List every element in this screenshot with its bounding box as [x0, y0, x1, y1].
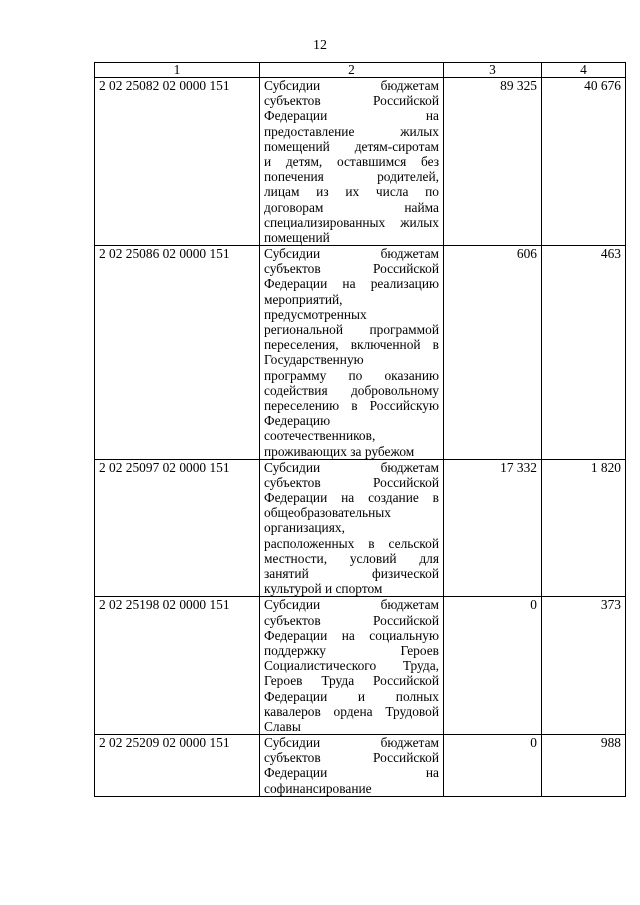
description-line: Социалистического Труда,	[264, 658, 439, 674]
description-line: Субсидии бюджетам	[264, 246, 439, 262]
description-line: местности, условий для	[264, 550, 439, 566]
description-line: лицам из их числа по	[264, 184, 439, 200]
table-row	[95, 459, 626, 597]
description-line: попечения родителей,	[264, 169, 439, 185]
description-line: субъектов Российской	[264, 750, 439, 766]
description-line: Славы	[264, 718, 301, 734]
amount-col4: 463	[542, 246, 626, 460]
description-line: и детям, оставшимся без	[264, 153, 439, 169]
budget-table	[94, 62, 626, 797]
description-line: Субсидии бюджетам	[264, 735, 439, 751]
amount-col4: 373	[542, 597, 626, 735]
description-line: переселения, включенной в	[264, 337, 439, 353]
description-line: общеобразовательных	[264, 505, 392, 521]
subsidy-description	[260, 459, 444, 597]
budget-code: 2 02 25209 02 0000 151	[95, 735, 260, 797]
description-line: договорам найма	[264, 199, 439, 215]
description-line: специализированных жилых	[264, 214, 439, 230]
description-line: Федерацию	[264, 413, 331, 429]
description-line: Федерации на	[264, 108, 439, 124]
description-line: субъектов Российской	[264, 612, 439, 628]
subsidy-description	[260, 735, 444, 797]
description-line: региональной программой	[264, 322, 439, 337]
description-line: субъектов Российской	[264, 474, 439, 490]
description-line: культурой и спортом	[264, 581, 383, 597]
description-line: Героев Труда Российской	[264, 673, 439, 689]
description-line: Федерации на социальную	[264, 627, 439, 643]
description-line: Субсидии бюджетам	[264, 78, 439, 93]
subsidy-description	[260, 246, 444, 460]
column-header-4: 4	[542, 63, 626, 78]
description-line: занятий физической	[264, 566, 439, 581]
table-row	[95, 735, 626, 797]
description-line: предоставление жилых	[264, 123, 439, 139]
amount-col4: 40 676	[542, 78, 626, 246]
description-line: субъектов Российской	[264, 261, 439, 277]
budget-code: 2 02 25198 02 0000 151	[95, 597, 260, 735]
budget-code: 2 02 25086 02 0000 151	[95, 246, 260, 460]
description-line: содействия добровольному	[264, 382, 439, 398]
description-line: кавалеров ордена Трудовой	[264, 703, 439, 719]
amount-col3: 0	[444, 735, 542, 797]
table-body	[95, 78, 626, 797]
description-line: мероприятий,	[264, 291, 343, 307]
description-line: переселению в Российскую	[264, 397, 439, 413]
description-line: помещений	[264, 229, 330, 245]
description-line: соотечественников,	[264, 428, 376, 444]
subsidy-description	[260, 597, 444, 735]
column-header-1: 1	[95, 63, 260, 78]
amount-col3: 89 325	[444, 78, 542, 246]
description-line: организациях,	[264, 520, 345, 536]
description-line: помещений детям-сиротам	[264, 138, 439, 154]
table-row	[95, 597, 626, 735]
table-header-row	[95, 63, 626, 78]
amount-col4: 988	[542, 735, 626, 797]
description-line: Федерации на реализацию	[264, 276, 439, 292]
description-line: программу по оказанию	[264, 367, 439, 383]
table-row	[95, 246, 626, 460]
description-line: проживающих за рубежом	[264, 443, 415, 459]
description-line: Государственную	[264, 352, 364, 368]
column-header-3: 3	[444, 63, 542, 78]
description-line: расположенных в сельской	[264, 535, 439, 551]
description-line: предусмотренных	[264, 306, 367, 322]
budget-code: 2 02 25097 02 0000 151	[95, 459, 260, 597]
column-header-2: 2	[260, 63, 444, 78]
description-line: Федерации на	[264, 765, 439, 781]
description-line: Субсидии бюджетам	[264, 459, 439, 475]
description-line: субъектов Российской	[264, 93, 439, 109]
amount-col4: 1 820	[542, 459, 626, 597]
budget-code: 2 02 25082 02 0000 151	[95, 78, 260, 246]
description-line: Федерации на создание в	[264, 490, 439, 506]
page-number: 12	[313, 38, 327, 53]
description-line: поддержку Героев	[264, 642, 439, 658]
description-line: Субсидии бюджетам	[264, 597, 439, 613]
amount-col3: 0	[444, 597, 542, 735]
subsidy-description	[260, 78, 444, 246]
amount-col3: 606	[444, 246, 542, 460]
table-row	[95, 78, 626, 246]
description-line: Федерации и полных	[264, 688, 439, 704]
amount-col3: 17 332	[444, 459, 542, 597]
description-line: софинансирование	[264, 780, 372, 796]
